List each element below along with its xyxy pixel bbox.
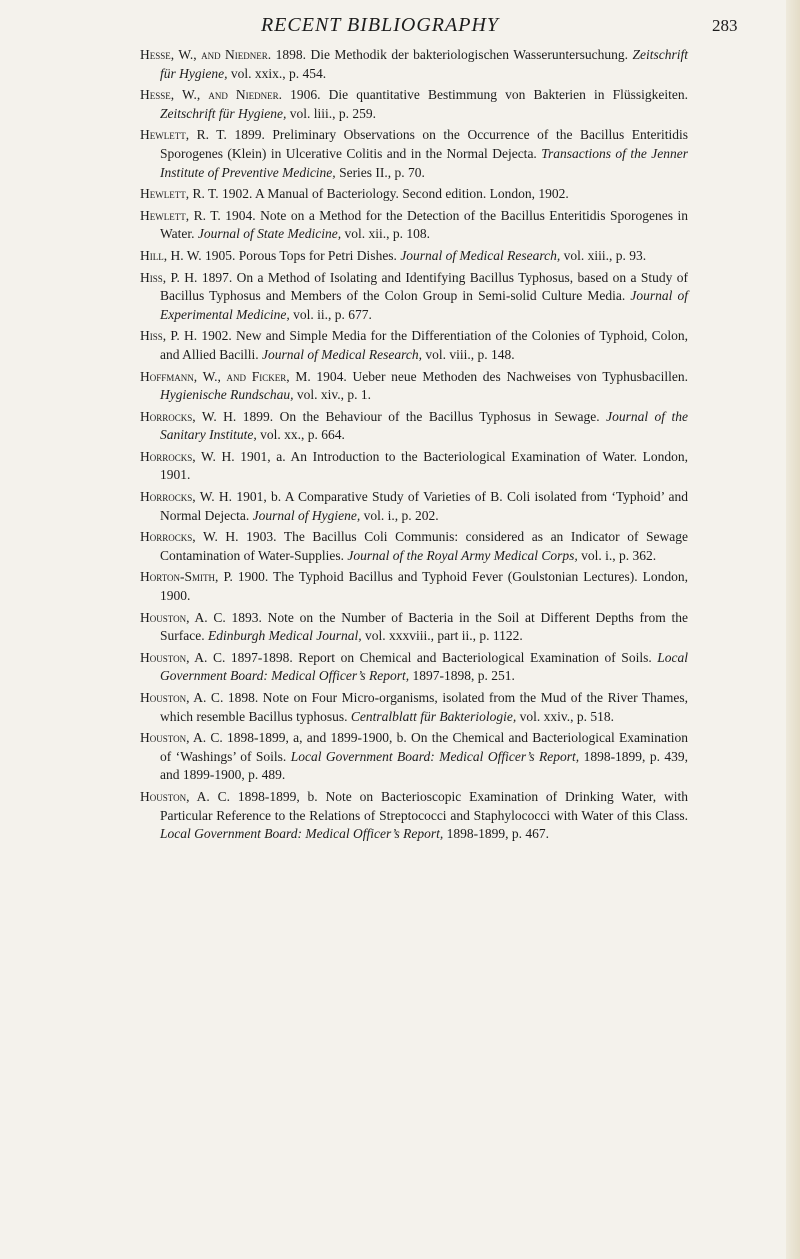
bibliography-entry bbox=[140, 269, 688, 325]
bibliography-entry bbox=[140, 408, 688, 445]
entry-source: Journal of the Royal Army Medical Corps, bbox=[347, 547, 578, 563]
entry-source: Local Government Board: Medical Officer’s Report, bbox=[160, 826, 444, 842]
bibliography-entry bbox=[140, 247, 688, 266]
entry-tail: vol. xxxviii., part ii., p. 1122. bbox=[364, 628, 523, 644]
entry-source: Transactions of the Jenner Institute of Preventive Medicine, bbox=[160, 145, 688, 180]
entry-author: Hiss, P. H. bbox=[140, 328, 198, 344]
entry-source: Centralblatt für Bakteriologie, bbox=[350, 708, 517, 724]
bibliography-entry bbox=[140, 327, 688, 364]
bibliography-entry bbox=[140, 46, 688, 83]
entry-text: 1897. On a Method of Isolating and Identifying Bacillus Typhosus, based on a Study of Bacillus Typhosus and Members of the Colon Group in Semi-solid Culture Media. bbox=[160, 269, 688, 304]
bibliography-entry bbox=[140, 448, 688, 485]
page-edge bbox=[786, 0, 800, 1259]
bibliography-list bbox=[140, 46, 688, 847]
entry-tail: vol. xii., p. 108. bbox=[344, 226, 431, 242]
entry-tail: 1898-1899, p. 439, and 1899-1900, p. 489. bbox=[160, 748, 689, 783]
entry-text: 1899. On the Behaviour of the Bacillus Typhosus in Sewage. bbox=[242, 408, 600, 424]
entry-source: Journal of Experimental Medicine, bbox=[160, 288, 689, 322]
entry-text: 1897-1898. Report on Chemical and Bacteriological Examination of Soils. bbox=[230, 649, 652, 665]
entry-tail: vol. i., p. 362. bbox=[581, 547, 657, 563]
entry-text: 1901, a. An Introduction to the Bacteriological Examination of Water. London, 1901. bbox=[160, 448, 688, 483]
entry-text: 1898-1899, b. Note on Bacterioscopic Examination of Drinking Water, with Particular Reference to the Relations of Streptococci and Staphylococci with Water of this Class. bbox=[160, 788, 688, 823]
running-title: RECENT BIBLIOGRAPHY bbox=[260, 14, 500, 36]
bibliography-entry bbox=[140, 689, 688, 726]
entry-author: Hesse, W., and Niedner. bbox=[140, 47, 272, 62]
entry-tail: 1897-1898, p. 251. bbox=[412, 668, 515, 684]
entry-text: 1898. Note on Four Micro-organisms, isolated from the Mud of the River Thames, which resemble Bacillus typhosus. bbox=[160, 690, 688, 724]
bibliography-entry bbox=[140, 609, 688, 646]
entry-text: 1905. Porous Tops for Petri Dishes. bbox=[205, 247, 397, 263]
entry-tail: vol. liii., p. 259. bbox=[289, 105, 376, 121]
entry-text: 1902. New and Simple Media for the Differentiation of the Colonies of Typhoid, Colon, and Allied Bacilli. bbox=[160, 328, 688, 362]
entry-author: Houston, A. C. bbox=[140, 730, 223, 746]
bibliography-entry bbox=[140, 649, 688, 686]
entry-source: Zeitschrift für Hygiene, bbox=[160, 47, 689, 81]
entry-tail: vol. xxiv., p. 518. bbox=[519, 708, 614, 724]
entry-author: Hill, H. W. bbox=[140, 247, 202, 263]
entry-text: 1899. Preliminary Observations on the Occurrence of the Bacillus Enteritidis Sporogenes (Klein) in Ulcerative Colitis and in the Normal Dejecta. bbox=[160, 127, 688, 161]
entry-author: Hesse, W., and Niedner. bbox=[140, 87, 283, 103]
entry-tail: vol. xx., p. 664. bbox=[260, 427, 345, 443]
entry-source: Local Government Board: Medical Officer’s Report, bbox=[290, 748, 580, 764]
entry-source: Edinburgh Medical Journal, bbox=[207, 628, 362, 644]
bibliography-entry bbox=[140, 86, 688, 123]
entry-author: Horton-Smith, P. bbox=[140, 569, 233, 585]
entry-tail: vol. viii., p. 148. bbox=[425, 346, 515, 362]
bibliography-entry bbox=[140, 568, 688, 605]
entry-source: Journal of State Medicine, bbox=[197, 226, 342, 242]
entry-author: Houston, A. C. bbox=[140, 690, 224, 705]
entry-tail: 1898-1899, p. 467. bbox=[446, 826, 549, 842]
entry-author: Houston, A. C. bbox=[140, 649, 226, 665]
bibliography-entry bbox=[140, 207, 688, 244]
bibliography-entry bbox=[140, 185, 688, 204]
entry-text: 1900. The Typhoid Bacillus and Typhoid Fever (Goulstonian Lectures). London, 1900. bbox=[160, 569, 689, 604]
entry-text: 1898-1899, a, and 1899-1900, b. On the Chemical and Bacteriological Examination of ‘Washings’ of Soils. bbox=[160, 730, 688, 764]
entry-author: Hewlett, R. T. bbox=[140, 207, 221, 223]
entry-text: 1904. Ueber neue Methoden des Nachweises von Typhusbacillen. bbox=[316, 368, 689, 384]
entry-tail: Series II., p. 70. bbox=[339, 164, 425, 180]
entry-source: Journal of Hygiene, bbox=[252, 507, 361, 523]
bibliography-entry bbox=[140, 368, 688, 405]
entry-text: 1904. Note on a Method for the Detection of the Bacillus Enteritidis Sporogenes in Water. bbox=[160, 207, 688, 242]
bibliography-entry bbox=[140, 788, 688, 844]
entry-author: Hoffmann, W., and Ficker, M. bbox=[140, 368, 311, 384]
entry-source: Journal of the Sanitary Institute, bbox=[160, 408, 689, 443]
entry-author: Hewlett, R. T. bbox=[140, 186, 219, 202]
entry-author: Horrocks, W. H. bbox=[140, 529, 239, 545]
entry-text: 1901, b. A Comparative Study of Varieties of B. Coli isolated from ‘Typhoid’ and Normal Dejecta. bbox=[160, 489, 688, 523]
entry-source: Hygienische Rundschau, bbox=[160, 387, 294, 403]
entry-source: Zeitschrift für Hygiene, bbox=[160, 105, 287, 121]
bibliography-entry bbox=[140, 488, 688, 525]
entry-source: Journal of Medical Research, bbox=[261, 346, 422, 362]
entry-author: Horrocks, W. H. bbox=[140, 489, 233, 505]
page-number: 283 bbox=[712, 16, 738, 35]
entry-text: 1903. The Bacillus Coli Communis: considered as an Indicator of Sewage Contamination of Water-Supplies. bbox=[160, 529, 688, 563]
entry-author: Hiss, P. H. bbox=[140, 269, 198, 285]
entry-author: Houston, A. C. bbox=[140, 788, 230, 804]
entry-source: Journal of Medical Research, bbox=[400, 247, 561, 263]
entry-tail: vol. i., p. 202. bbox=[363, 507, 439, 523]
entry-text: 1893. Note on the Number of Bacteria in the Soil at Different Depths from the Surface. bbox=[160, 609, 689, 644]
entry-text: 1902. A Manual of Bacteriology. Second edition. London, 1902. bbox=[222, 186, 569, 202]
entry-tail: vol. xiv., p. 1. bbox=[296, 387, 371, 403]
entry-tail: vol. ii., p. 677. bbox=[293, 306, 372, 322]
entry-tail: vol. xxix., p. 454. bbox=[230, 65, 327, 81]
page-header bbox=[0, 10, 800, 40]
entry-text: 1906. Die quantitative Bestimmung von Bakterien in Flüssigkeiten. bbox=[290, 87, 688, 103]
entry-author: Houston, A. C. bbox=[140, 609, 226, 625]
entry-author: Hewlett, R. T. bbox=[140, 127, 227, 143]
bibliography-entry bbox=[140, 126, 688, 182]
entry-author: Horrocks, W. H. bbox=[140, 448, 235, 464]
entry-tail: vol. xiii., p. 93. bbox=[563, 247, 647, 263]
entry-text: 1898. Die Methodik der bakteriologischen Wasseruntersuchung. bbox=[275, 47, 629, 62]
bibliography-entry bbox=[140, 729, 688, 785]
entry-author: Horrocks, W. H. bbox=[140, 408, 237, 424]
bibliography-entry bbox=[140, 528, 688, 565]
entry-source: Local Government Board: Medical Officer’s Report, bbox=[160, 649, 689, 684]
